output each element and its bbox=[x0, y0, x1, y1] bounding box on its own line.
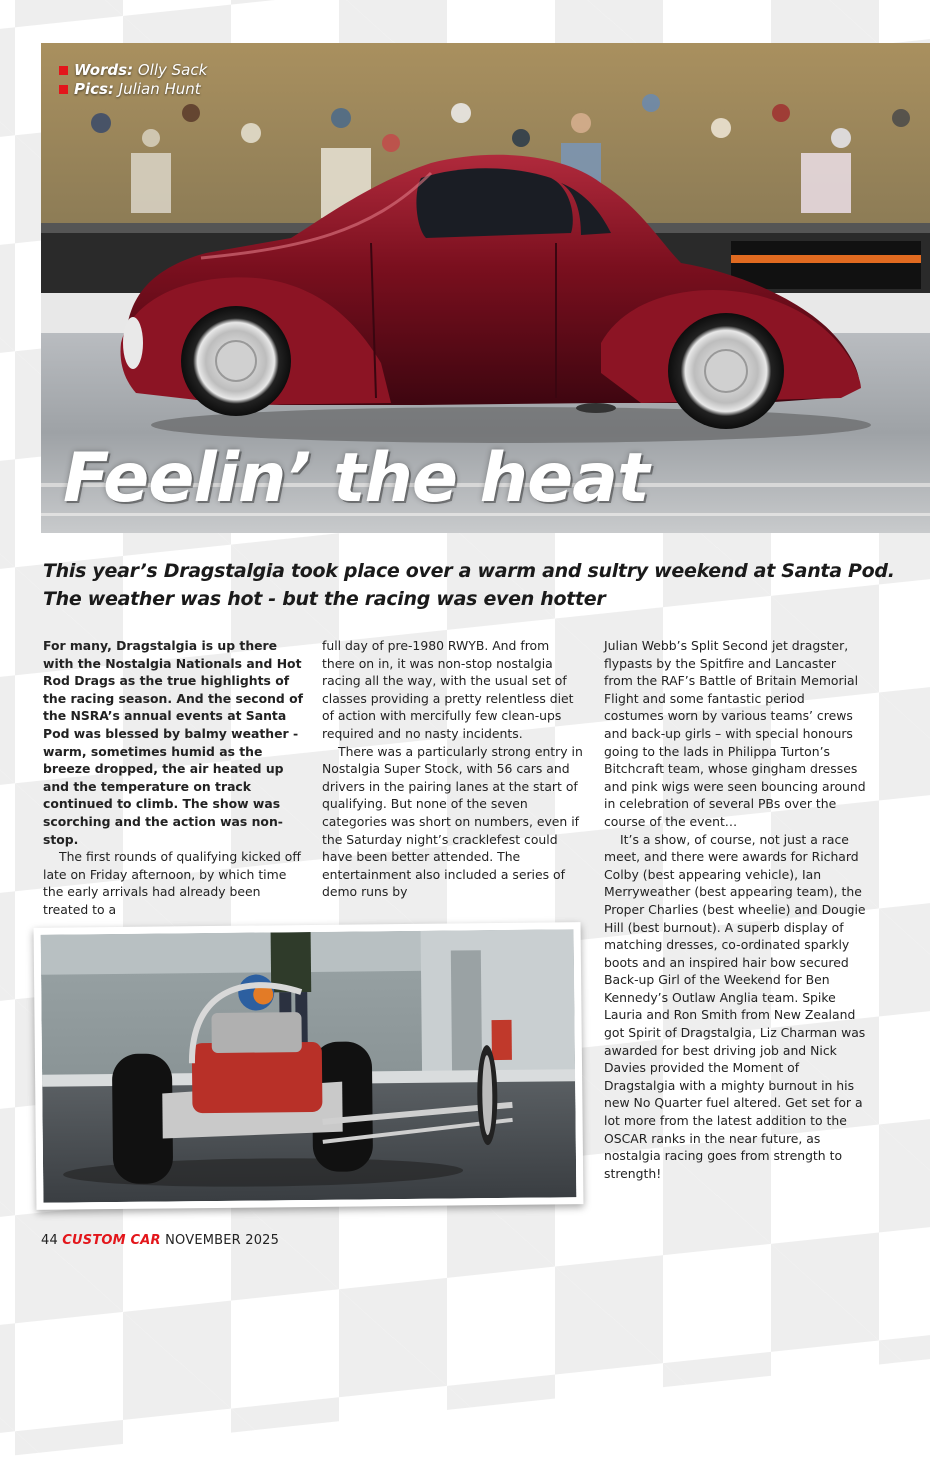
headline: Feelin’ the heat bbox=[63, 439, 649, 518]
page-number: 44 bbox=[41, 1233, 58, 1248]
credit-words-label: Words: bbox=[74, 61, 134, 79]
front-engine-dragster-photo bbox=[41, 929, 577, 1203]
red-square-icon bbox=[59, 66, 68, 75]
body-paragraph: There was a particularly strong entry in Nostalgia Super Stock, with 56 cars and drivers in the pairing lanes at the start of qualifying. But none of the seven categories was short on numbers, even if the Saturday night’s cracklefest could have been better attended. The entertainment also included a series of demo runs by bbox=[322, 743, 583, 900]
credit-pics bbox=[59, 80, 207, 99]
dragster-photo-frame bbox=[34, 922, 584, 1210]
issue-date: NOVEMBER 2025 bbox=[165, 1233, 280, 1248]
standfirst-line-2: The weather was hot - but the racing was even hotter bbox=[43, 588, 606, 610]
credit-pics-label: Pics: bbox=[74, 80, 114, 98]
article-column-3 bbox=[604, 637, 866, 1182]
standfirst bbox=[43, 557, 903, 613]
standfirst-line-1: This year’s Dragstalgia took place over a warm and sultry weekend at Santa Pod. bbox=[43, 560, 895, 582]
body-paragraph: full day of pre-1980 RWYB. And from there on in, it was non-stop nostalgia racing all the way, with the usual set of classes providing a pretty relentless diet of action with mercifully few clean-ups required and no nasty incidents. bbox=[322, 638, 574, 741]
body-paragraph: Julian Webb’s Split Second jet dragster, flypasts by the Spitfire and Lancaster from the RAF’s Battle of Britain Memorial Flight and some fantastic period costumes worn by various teams’ crews and back-up girls – with special honours going to the lads in Philippa Turton’s Bitchcraft team, whose gingham dresses and pink wigs were seen bouncing around in celebration of several PBs over the course of the event… bbox=[604, 638, 866, 829]
article-column-1 bbox=[43, 637, 305, 919]
dragster-photo bbox=[41, 929, 577, 1203]
credit-words-name: Olly Sack bbox=[137, 61, 208, 79]
body-paragraph: The first rounds of qualifying kicked off late on Friday afternoon, by which time the early arrivals had already been treated to a bbox=[43, 849, 301, 917]
magazine-name: CUSTOM CAR bbox=[62, 1233, 161, 1248]
intro-paragraph: For many, Dragstalgia is up there with the Nostalgia Nationals and Hot Rod Drags as the true highlights of the racing season. And the second of the NSRA’s annual events at Santa Pod was blessed by balmy weather - warm, sometimes humid as the breeze dropped, the air heated up and the temperature on track continued to climb. The show was scorching and the action was non-stop. bbox=[43, 638, 303, 847]
credit-words bbox=[59, 61, 207, 80]
article-column-2 bbox=[322, 637, 584, 901]
hero-photo bbox=[41, 43, 930, 533]
page-footer bbox=[41, 1233, 279, 1248]
red-square-icon bbox=[59, 85, 68, 94]
body-paragraph: It’s a show, of course, not just a race meet, and there were awards for Richard Colby (best appearing vehicle), Ian Merryweather (best appearing team), the Proper Charlies (best wheelie) and Dougie Hill (best burnout). A superb display of matching dresses, co-ordinated sparkly boots and an inspired hair bow secured Back-up Girl of the Weekend for Ben Kennedy’s Outlaw Anglia team. Spike Lauria and Ron Smith from New Zealand got Spirit of Dragstalgia, Liz Charman was awarded for best driving job and Nick Davies provided the Moment of Dragstalgia with a mighty burnout in his new No Quarter fuel altered. Get set for a lot more from the latest addition to the OSCAR ranks in the near future, as nostalgia racing goes from strength to strength! bbox=[604, 831, 866, 1181]
credits-box bbox=[59, 61, 207, 99]
credit-pics-name: Julian Hunt bbox=[118, 80, 201, 98]
